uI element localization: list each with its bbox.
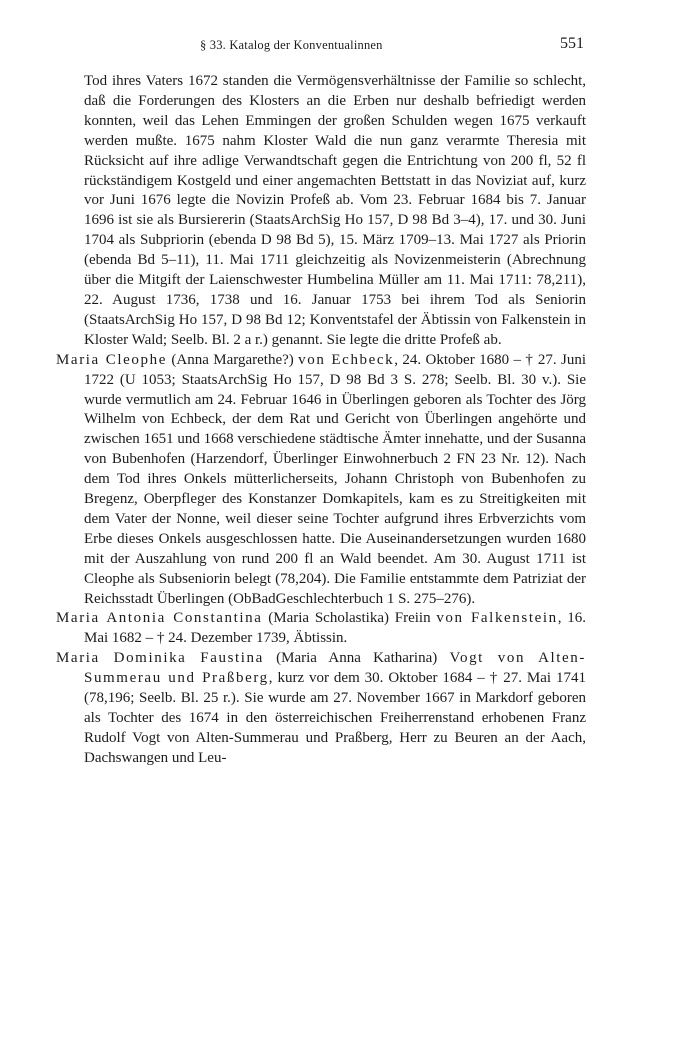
paragraph-text: Tod ihres Vaters 1672 standen die Vermögensverhältnisse der Familie so schlecht, daß die Forderungen des Klosters an die Erben nur deshalb befriedigt werden konnten, weil das Lehen Emmingen der großen Schulden wegen 1675 verkauft werden mußte. 1675 nahm Kloster Wald die nun ganz verarmte Theresia mit Rücksicht auf ihre adlige Verwandtschaft gegen die Entrichtung von 200 fl, 52 fl rückständigem Kostgeld und einer angemachten Bettstatt in das Noviziat auf, kurz vor Juni 1676 legte die Novizin Profeß ab. Vom 23. Februar 1684 bis 7. Januar 1696 ist sie als Bursiererin (StaatsArchSig Ho 157, D 98 Bd 3–4), 17. und 30. Juni 1704 als Subpriorin (ebenda D 98 Bd 5), 15. März 1709–13. Mai 1727 als Priorin (ebenda Bd 5–11), 11. Mai 1711 gleichzeitig als Novizenmeisterin (Abrechnung über die Mitgift der Laienschwester Humbelina Müller am 11. Mai 1711: 78,211), 22. August 1736, 1738 und 16. Januar 1753 bei ihrem Tod als Seniorin (StaatsArchSig Ho 157, D 98 Bd 12; Konventstafel der Äbtissin von Falkenstein in Kloster Wald; Seelb. Bl. 2 a r.) genannt. Sie legte die dritte Profeß ab. [84, 73, 586, 348]
entry-vogt [56, 649, 586, 768]
entry-mid: (Maria Anna Katharina) [263, 650, 450, 667]
page-number: 551 [560, 35, 584, 52]
page-body [56, 72, 586, 769]
entry-name: Maria Antonia Constantina [56, 610, 263, 627]
paragraph-continuation [56, 72, 586, 351]
page-header [84, 35, 584, 58]
entry-mid: (Maria Scholastika) Freiin [262, 610, 437, 627]
entry-text: , 16. Mai 1682 – † 24. Dezember 1739, Äbtissin. [84, 610, 587, 647]
entry-text: , 24. Oktober 1680 – † 27. Juni 1722 (U 1053; StaatsArchSig Ho 157, D 98 Bd 3 S. 278; Seelb. Bl. 30 v.). Sie wurde vermutlich am 24. Februar 1646 in Überlingen geboren als Tochter des Jörg Wilhelm von Echbeck, der dem Rat und Gericht von Überlingen angehörte und zwischen 1651 und 1668 verschiedene städtische Ämter innehatte, und der Susanna von Bubenhofen (Harzendorf, Überlinger Einwohnerbuch 2 FN 23 Nr. 12). Nach dem Tod ihres Onkels mütterlicherseits, Johann Christoph von Bubenhofen zu Bregenz, Oberpfleger des Konstanzer Domkapitels, kam es zu Streitigkeiten mit dem Vater der Nonne, weil dieser seine Tochter aufgrund ihres Erbverzichts vom Erbe dieses Onkels ausgeschlossen hatte. Die Auseinandersetzungen wurden 1680 mit der Auszahlung von rund 200 fl an Wald beendet. Am 30. August 1711 ist Cleophe als Subseniorin belegt (78,204). Die Familie entstammte dem Patriziat der Reichsstadt Überlingen (ObBadGeschlechterbuch 1 S. 275–276). [84, 351, 586, 607]
entry-echbeck [56, 351, 586, 610]
entry-mid: (Anna Margarethe?) [167, 351, 299, 368]
entry-name: Maria Dominika Faustina [56, 650, 264, 667]
entry-surname: von Falkenstein [436, 610, 558, 627]
running-head: § 33. Katalog der Konventualinnen [200, 38, 383, 52]
entry-surname: Vogt von Alten-Summerau und Praßberg [84, 650, 586, 687]
entry-name: Maria Cleophe [56, 351, 167, 368]
entry-falkenstein [56, 609, 586, 649]
entry-surname: von Echbeck [298, 351, 395, 368]
entry-text: , kurz vor dem 30. Oktober 1684 – † 27. Mai 1741 (78,196; Seelb. Bl. 25 r.). Sie wurde am 27. November 1667 in Markdorf geboren als Tochter des 1674 in den österreichischen Freiherrenstand erhobenen Franz Rudolf Vogt von Alten-Summerau und Praßberg, Herr zu Beuren an der Aach, Dachswangen und Leu- [84, 670, 587, 766]
